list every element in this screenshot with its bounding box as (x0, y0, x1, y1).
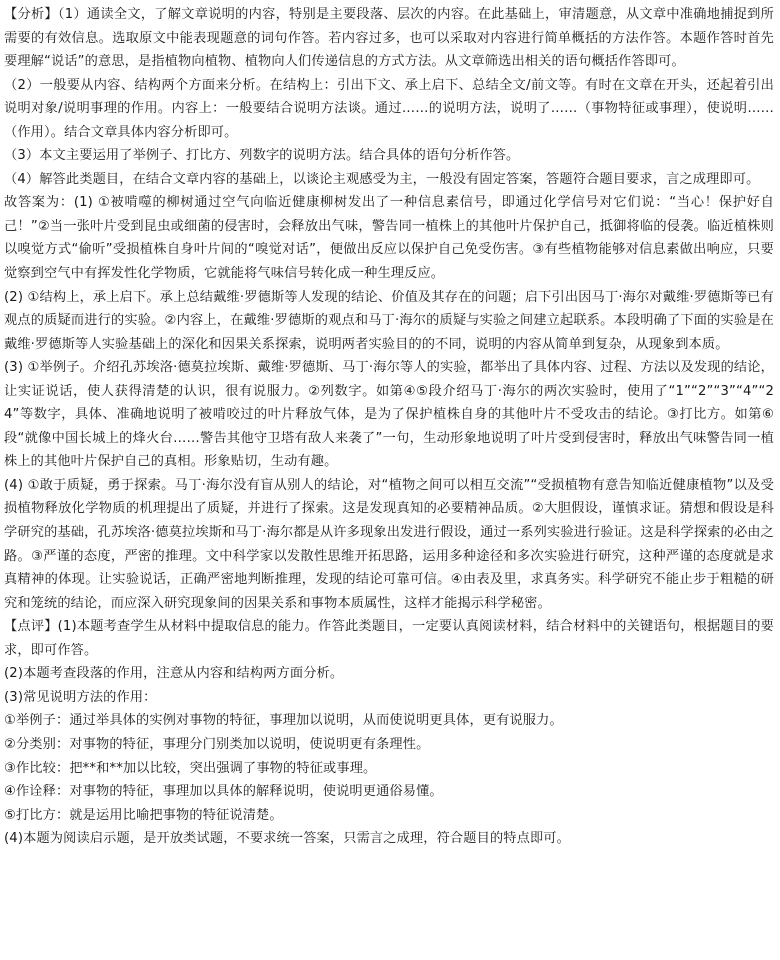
comment-method-classification: ②分类别：对事物的特征，事理分门别类加以说明，使说明更有条理性。 (4, 736, 430, 752)
comment-method-example: ①举例子：通过举具体的实例对事物的特征，事理加以说明，从而使说明更具体，更有说服力。 (4, 713, 563, 729)
comment-item-3: (3)常见说明方法的作用： (4, 689, 157, 705)
comment-intro: 【点评】(1)本题考查学生从材料中提取信息的能力。作答此类题目，一定要认真阅读材料，结合材料中的关键语句，根据题目的要求，即可作答。 (4, 619, 774, 658)
analysis-section (4, 3, 774, 191)
comment-method-explanation: ④作诠释：对事物的特征，事理加以具体的解释说明，使说明更通俗易懂。 (4, 784, 443, 800)
answer-2: (2) ①结构上，承上启下。承上总结戴维·罗德斯等人发现的结论、价值及其存在的问题；启下引出因马丁·海尔对戴维·罗德斯等已有观点的质疑而进行的实验。②内容上，在戴维·罗德斯的观点和马丁·海尔的质疑与实验之间建立起联系。本段明确了下面的实验是在戴维·罗德斯等人实验基础上的深化和因果关系探索，说明两者实验目的的不同，说明的内容从简单到复杂，从现象到本质。 (4, 289, 774, 352)
answer-section (4, 191, 774, 615)
answer-4: (4) ①敢于质疑，勇于探索。马丁·海尔没有盲从别人的结论，对“植物之间可以相互交流”“受损植物有意告知临近健康植物”以及受损植物释放化学物质的机理提出了质疑，并进行了探索。这是发现真知的必要精神品质。②大胆假设，谨慎求证。猜想和假设是科学研究的基础，孔苏埃洛·德莫拉埃斯和马丁·海尔都是从许多现象出发进行假设，通过一系列实验进行验证。这是科学探索的必由之路。③严谨的态度，严密的推理。文中科学家以发散性思维开拓思路，运用多种途径和多次实验进行研究，这种严谨的态度就是求真精神的体现。让实验说话，正确严密地判断推理，发现的结论可靠可信。④由表及里，求真务实。科学研究不能止步于粗糙的研究和笼统的结论，而应深入研究现象间的因果关系和事物本质属性，这样才能揭示科学秘密。 (4, 477, 774, 611)
answer-3: (3) ①举例子。介绍孔苏埃洛·德莫拉埃斯、戴维·罗德斯、马丁·海尔等人的实验，都举出了具体内容、过程、方法以及发现的结论，让实证说话，使人获得清楚的认识，很有说服力。②列数字。如第④⑤段介绍马丁·海尔的两次实验时，使用了“1”“2”“3”“4”“24”等数字，具体、准确地说明了被啃咬过的叶片释放气体，是为了保护植株自身的其他叶片不受攻击的结论。③打比方。如第⑥段“就像中国长城上的烽火台……警告其他守卫塔有敌人来袭了”一句，生动形象地说明了叶片受到侵害时，释放出气味警告同一植株上的其他叶片保护自己的真相。形象贴切，生动有趣。 (4, 360, 774, 470)
comment-item-4: (4)本题为阅读启示题，是开放类试题，不要求统一答案，只需言之成理，符合题目的特点即可。 (4, 831, 570, 847)
comment-method-analogy: ⑤打比方：就是运用比喻把事物的特征说清楚。 (4, 807, 283, 823)
comment-method-comparison: ③作比较：把**和**加以比较，突出强调了事物的特征或事理。 (4, 760, 377, 776)
comment-item-2: (2)本题考查段落的作用，注意从内容和结构两方面分析。 (4, 666, 344, 682)
answer-1: 故答案为：(1) ①被啃噬的柳树通过空气向临近健康柳树发出了一种信息素信号，即通过化学信号对它们说：“当心！保护好自己！”②当一张叶片受到昆虫或细菌的侵害时，会释放出气味，警告同一植株上的其他叶片保护自己，抵御将临的侵袭。临近植株则以嗅觉方式“偷听”受损植株自身叶片间的“嗅觉对话”，便做出反应以保护自己免受伤害。③有些植物能够对信息素做出响应，只要觉察到空气中有挥发性化学物质，它就能将气味信号转化成一种生理反应。 (4, 195, 774, 282)
comment-section (4, 615, 774, 850)
analysis-point-2: （2）一般要从内容、结构两个方面来分析。在结构上：引出下文、承上启下、总结全文/前文等。有时在文章在开头，还起着引出说明对象/说明事理的作用。内容上：一般要结合说明方法谈。通过……的说明方法，说明了……（事物特征或事理），使说明……（作用）。结合文章具体内容分析即可。 (4, 77, 774, 140)
analysis-point-4: （4）解答此类题目，在结合文章内容的基础上，以谈论主观感受为主，一般没有固定答案，答题符合题目要求，言之成理即可。 (4, 171, 760, 187)
analysis-point-1: 【分析】（1）通读全文，了解文章说明的内容，特别是主要段落、层次的内容。在此基础上，审清题意，从文章中准确地捕捉到所需要的有效信息。选取原文中能表现题意的词句作答。若内容过多，也可以采取对内容进行简单概括的方法作答。本题作答时首先要理解“说话”的意思，是指植物向植物、植物向人们传递信息的方式方法。从文章筛选出相关的语句概括作答即可。 (4, 7, 774, 70)
analysis-point-3: （3）本文主要运用了举例子、打比方、列数字的说明方法。结合具体的语句分析作答。 (4, 148, 520, 164)
